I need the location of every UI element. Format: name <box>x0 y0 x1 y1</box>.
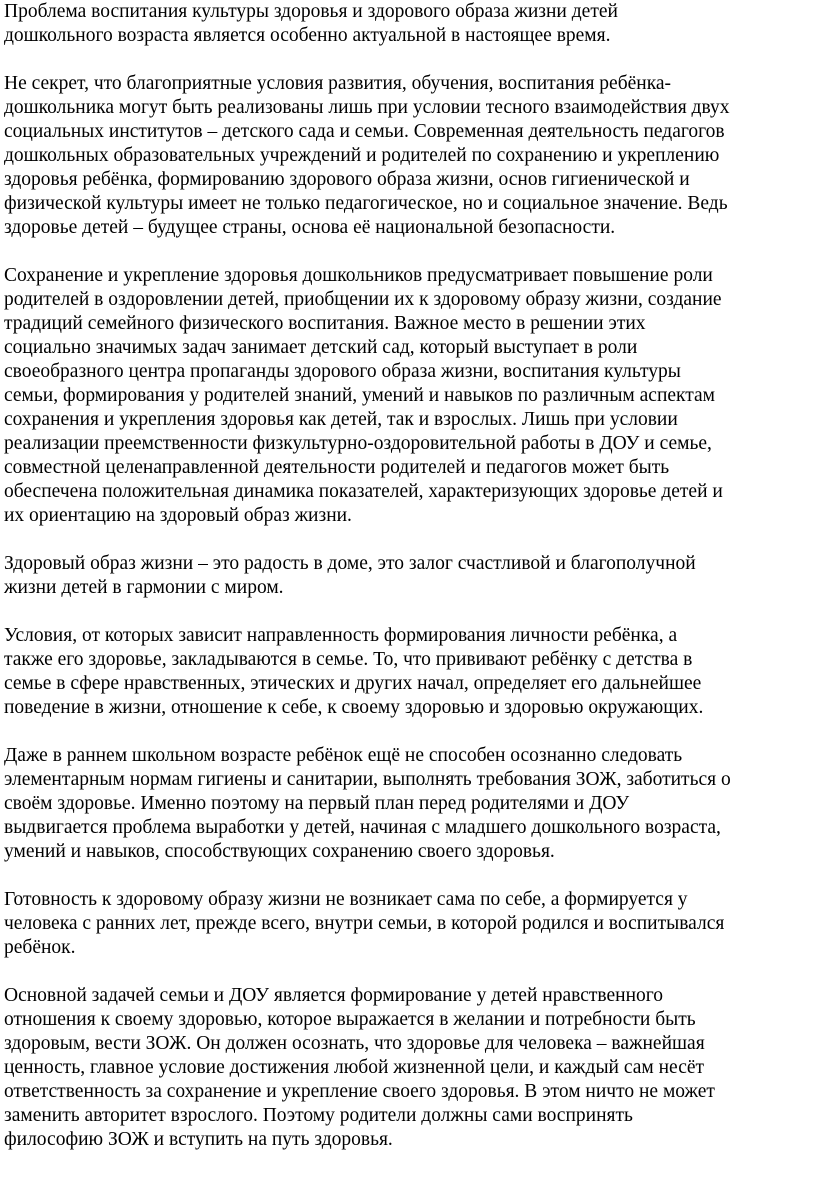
paragraph-cooperation: Не секрет, что благоприятные условия развития, обучения, воспитания ребёнка- дошкольника могут быть реализованы лишь при условии тесного взаимодействия двух социальных институтов – детского сада и семьи. Современная деятельность педагогов дошкольных образовательных учреждений и родителей по сохранению и укреплению здоровья ребёнка, формированию здорового образа жизни, основ гигиенической и физической культуры имеет не только педагогическое, но и социальное значение. Ведь здоровье детей – будущее страны, основа её национальной безопасности. <box>4 73 730 238</box>
paragraph-preservation: Сохранение и укрепление здоровья дошкольников предусматривает повышение роли родителей в оздоровлении детей, приобщении их к здоровому образу жизни, создание традиций семейного физического воспитания. Важное место в решении этих социально значимых задач занимает детский сад, который выступает в роли своеобразного центра пропаганды здорового образа жизни, воспитания культуры семьи, формирования у родителей знаний, умений и навыков по различным аспектам сохранения и укрепления здоровья как детей, так и взрослых. Лишь при условии реализации преемственности физкультурно-оздоровительной работы в ДОУ и семье, совместной целенаправленной деятельности родителей и педагогов может быть обеспечена положительная динамика показателей, характеризующих здоровье детей и их ориентацию на здоровый образ жизни. <box>4 265 723 526</box>
paragraph-healthy-lifestyle: Здоровый образ жизни – это радость в доме, это залог счастливой и благополучной жизни детей в гармонии с миром. <box>4 553 696 598</box>
paragraph-intro: Проблема воспитания культуры здоровья и здорового образа жизни детей дошкольного возраста является особенно актуальной в настоящее время. <box>4 1 618 46</box>
paragraph-main-task: Основной задачей семьи и ДОУ является формирование у детей нравственного отношения к своему здоровью, которое выражается в желании и потребности быть здоровым, вести ЗОЖ. Он должен осознать, что здоровье для человека – важнейшая ценность, главное условие достижения любой жизненной цели, и каждый сам несёт ответственность за сохранение и укрепление своего здоровья. В этом ничто не может заменить авторитет взрослого. Поэтому родители должны сами воспринять философию ЗОЖ и вступить на путь здоровья. <box>4 985 715 1150</box>
paragraph-family-conditions: Условия, от которых зависит направленность формирования личности ребёнка, а также его здоровье, закладываются в семье. То, что прививают ребёнку с детства в семье в сфере нравственных, этических и других начал, определяет его дальнейшее поведение в жизни, отношение к себе, к своему здоровью и здоровью окружающих. <box>4 625 704 718</box>
paragraph-school-age: Даже в раннем школьном возрасте ребёнок ещё не способен осознанно следовать элементарным нормам гигиены и санитарии, выполнять требования ЗОЖ, заботиться о своём здоровье. Именно поэтому на первый план перед родителями и ДОУ выдвигается проблема выработки у детей, начиная с младшего дошкольного возраста, умений и навыков, способствующих сохранению своего здоровья. <box>4 745 731 862</box>
paragraph-readiness: Готовность к здоровому образу жизни не возникает сама по себе, а формируется у человека с ранних лет, прежде всего, внутри семьи, в которой родился и воспитывался ребёнок. <box>4 889 725 958</box>
